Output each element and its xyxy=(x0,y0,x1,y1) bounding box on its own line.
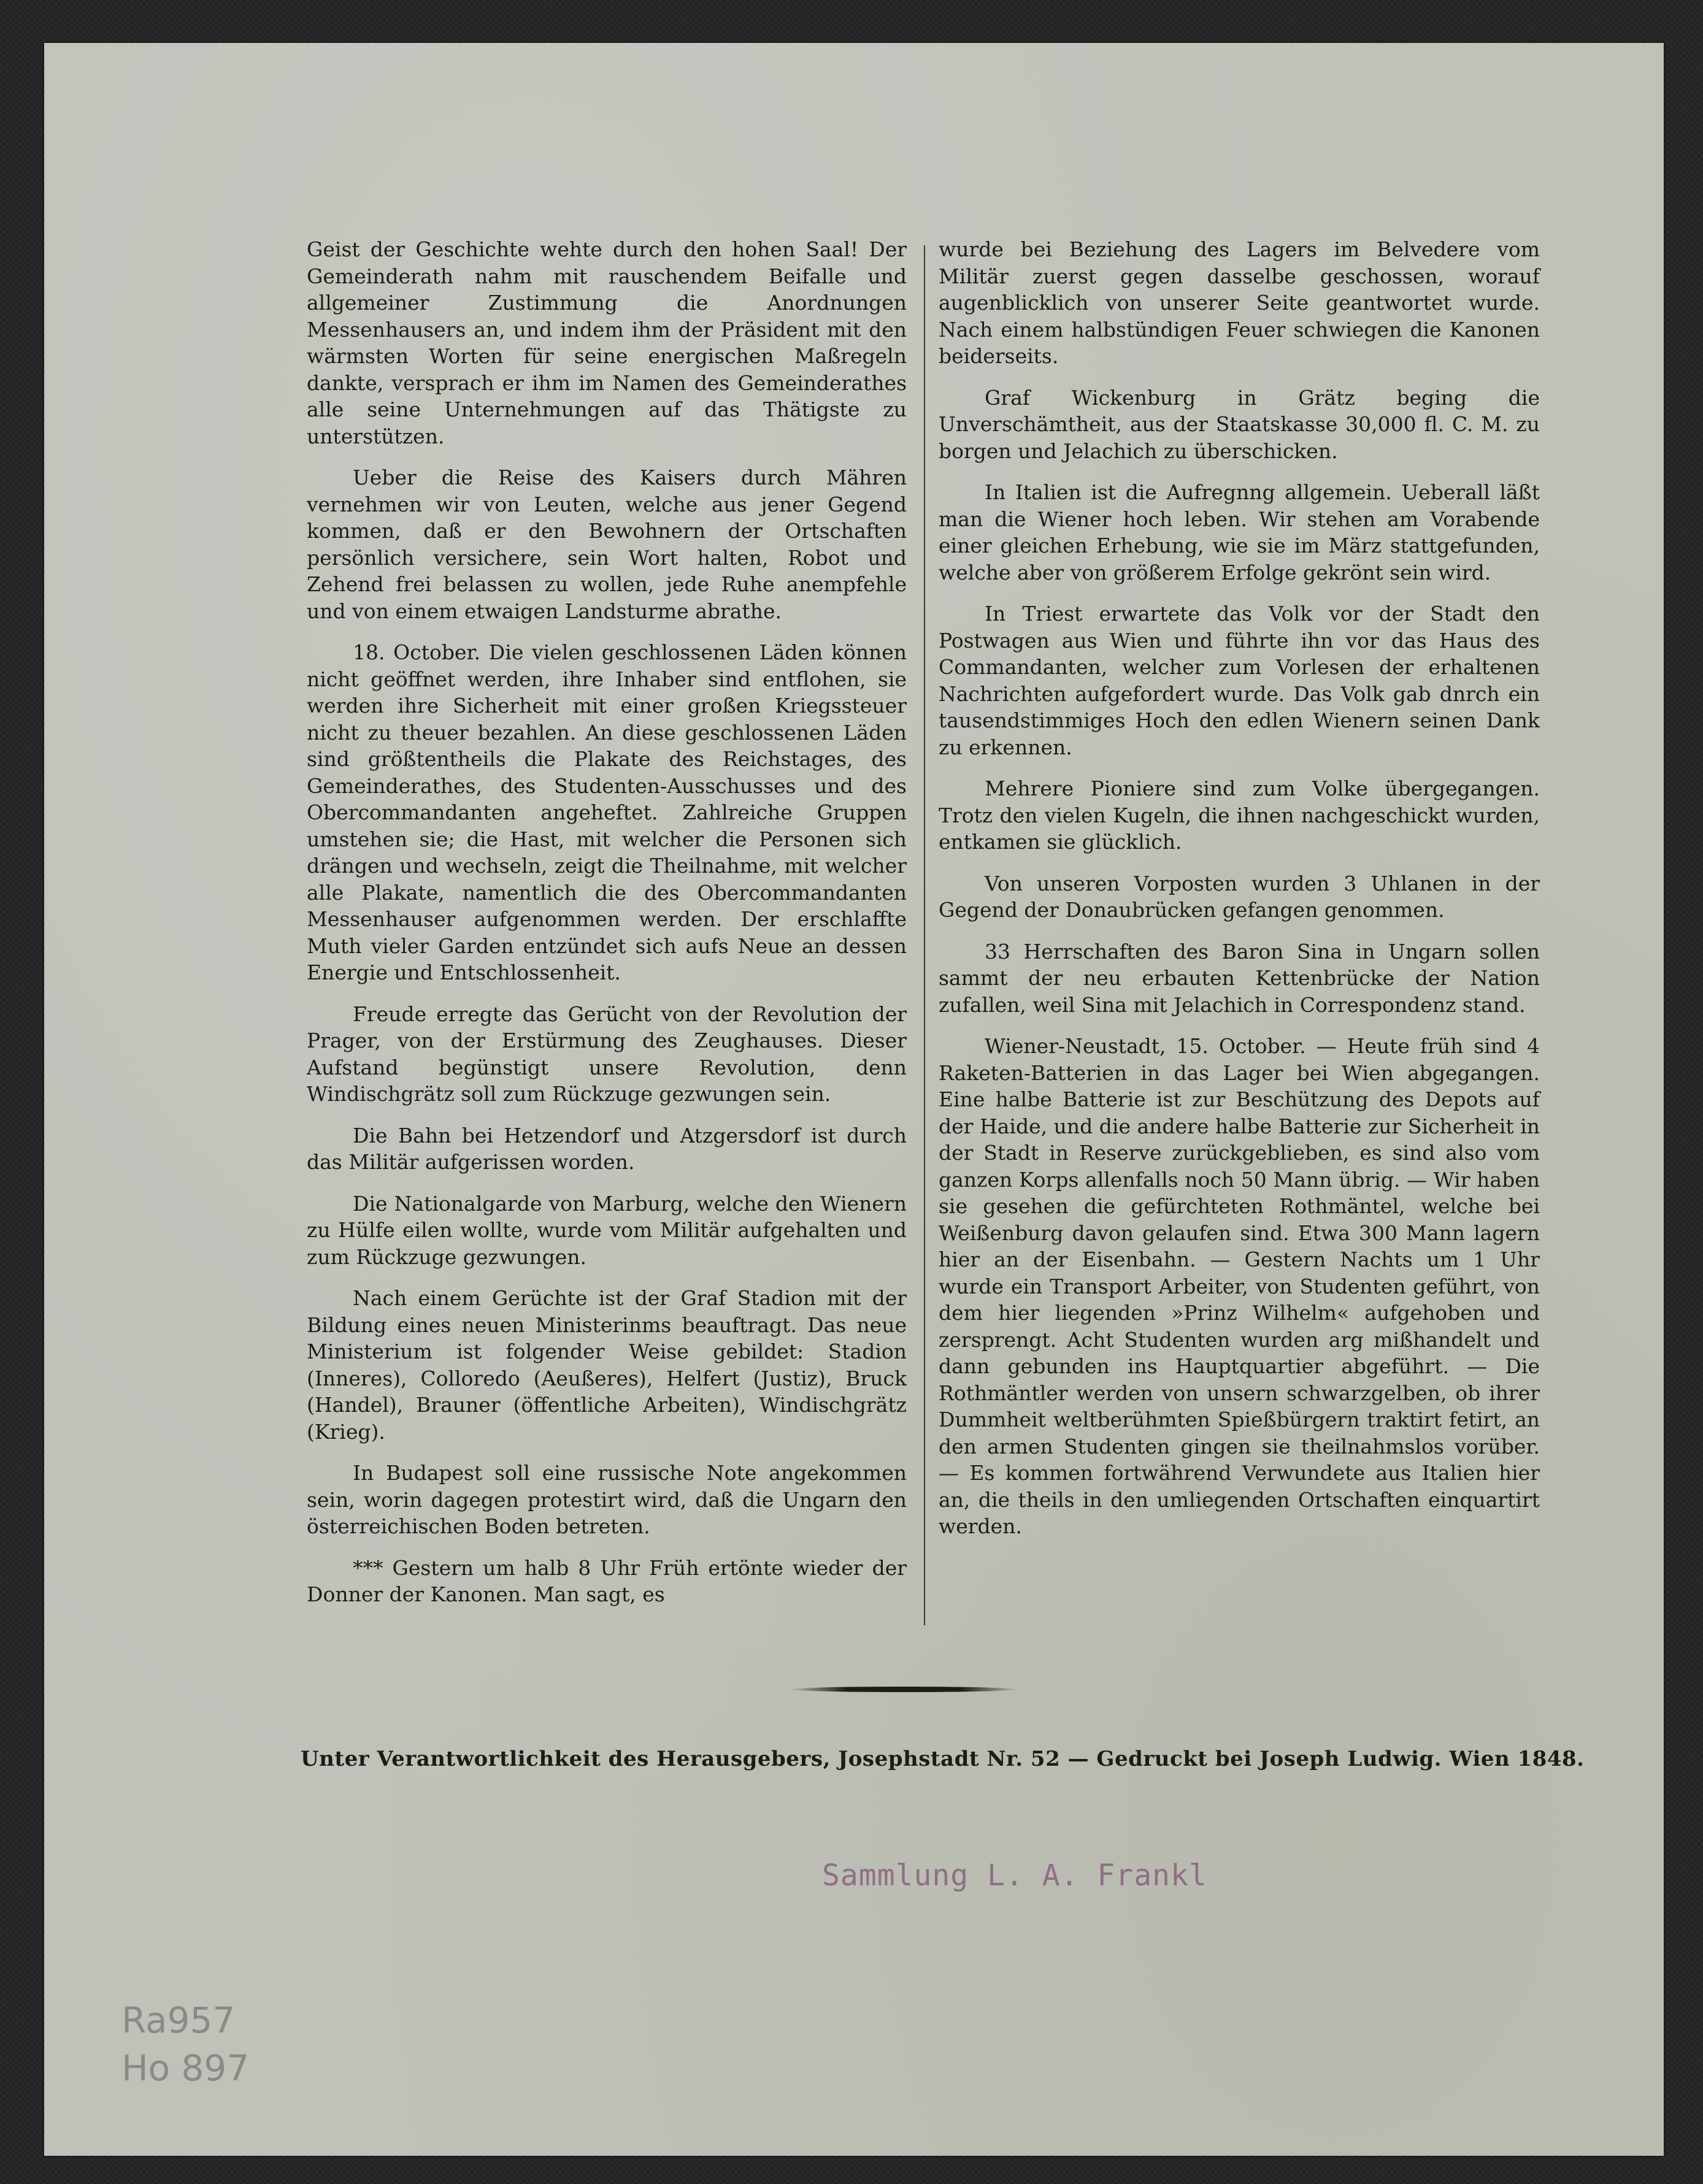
paragraph: Mehrere Pioniere sind zum Volke übergegangen. Trotz den vielen Kugeln, die ihnen nachgeschickt wurden, entkamen sie glücklich. xyxy=(939,776,1540,854)
paragraph: Nach einem Gerüchte ist der Graf Stadion mit der Bildung eines neuen Ministerinms beauftragt. Das neue Ministerium ist folgender Weise gebildet: Stadion (Inneres), Colloredo (Aeußeres), Helfert (Justiz), Bruck (Handel), Brauner (öffentliche Arbeiten), Windischgrätz (Krieg). xyxy=(307,1286,907,1444)
paragraph: In Triest erwartete das Volk vor der Stadt den Postwagen aus Wien und führte ihn vor das Haus des Commandanten, welcher zum Vorlesen der erhaltenen Nachrichten aufgefordert wurde. Das Volk gab dnrch ein tausendstimmiges Hoch den edlen Wienern seinen Dank zu erkennen. xyxy=(939,602,1540,759)
right-column xyxy=(939,236,1540,1555)
paragraph: In Italien ist die Aufregnng allgemein. Ueberall läßt man die Wiener hoch leben. Wir stehen am Vorabende einer gleichen Erhebung, wie sie im März stattgefunden, welche aber von größerem Erfolge gekrönt sein wird. xyxy=(939,480,1540,584)
paragraph: Graf Wickenburg in Grätz beging die Unverschämtheit, aus der Staatskasse 30,000 fl. C. M. zu borgen und Jelachich zu überschicken. xyxy=(939,385,1540,463)
paragraph: Geist der Geschichte wehte durch den hohen Saal! Der Gemeinderath nahm mit rauschendem Beifalle und allgemeiner Zustimmung die Anordnungen Messenhausers an, und indem ihm der Präsident mit den wärmsten Worten für seine energischen Maßregeln dankte, versprach er ihm im Namen des Gemeinderathes alle seine Unternehmungen auf das Thätigste zu unterstützen. xyxy=(307,237,907,448)
paragraph: In Budapest soll eine russische Note angekommen sein, worin dagegen protestirt wird, daß die Ungarn den österreichischen Boden betreten. xyxy=(307,1461,907,1538)
collection-stamp: Sammlung L. A. Frankl xyxy=(822,1858,1207,1893)
section-rule xyxy=(790,1687,1017,1692)
paragraph: Ueber die Reise des Kaisers durch Mähren vernehmen wir von Leuten, welche aus jener Gegend kommen, daß er den Bewohnern der Ortschaften persönlich versichere, sein Wort halten, Robot und Zehend frei belassen zu wollen, jede Ruhe anempfehle und von einem etwaigen Landsturme abrathe. xyxy=(307,466,907,623)
paragraph: Die Nationalgarde von Marburg, welche den Wienern zu Hülfe eilen wollte, wurde vom Militär aufgehalten und zum Rückzuge gezwungen. xyxy=(307,1191,907,1269)
paragraph: 33 Herrschaften des Baron Sina in Ungarn sollen sammt der neu erbauten Kettenbrücke der Nation zufallen, weil Sina mit Jelachich in Correspondenz stand. xyxy=(939,939,1540,1017)
paragraph: Von unseren Vorposten wurden 3 Uhlanen in der Gegend der Donaubrücken gefangen genommen. xyxy=(939,871,1540,922)
column-divider xyxy=(924,245,925,1625)
paragraph: *** Gestern um halb 8 Uhr Früh ertönte wieder der Donner der Kanonen. Man sagt, es xyxy=(307,1555,907,1606)
paragraph: wurde bei Beziehung des Lagers im Belvedere vom Militär zuerst gegen dasselbe geschossen, worauf augenblicklich von unserer Seite geantwortet wurde. Nach einem halbstündigen Feuer schwiegen die Kanonen beiderseits. xyxy=(939,237,1540,368)
paragraph: Die Bahn bei Hetzendorf und Atzgersdorf ist durch das Militär aufgerissen worden. xyxy=(307,1123,907,1174)
left-column xyxy=(307,236,907,1623)
paragraph: Freude erregte das Gerücht von der Revolution der Prager, von der Erstürmung des Zeughauses. Dieser Aufstand begünstigt unsere Revolution, denn Windischgrätz soll zum Rückzuge gezwungen sein. xyxy=(307,1002,907,1106)
pencil-note: Ho 897 xyxy=(121,2047,250,2089)
imprint-footer: Unter Verantwortlichkeit des Herausgebers, Josephstadt Nr. 52 — Gedruckt bei Joseph Ludwig. Wien 1848. xyxy=(301,1747,1585,1771)
paragraph: Wiener-Neustadt, 15. October. — Heute früh sind 4 Raketen-Batterien in das Lager bei Wien abgegangen. Eine halbe Batterie ist zur Beschützung des Depots auf der Haide, und die andere halbe Batterie zur Sicherheit in der Stadt in Reserve zurückgeblieben, es sind also vom ganzen Korps allenfalls noch 50 Mann übrig. — Wir haben sie gesehen die gefürchteten Rothmäntel, welche bei Weißenburg davon gelaufen sind. Etwa 300 Mann lagern hier an der Eisenbahn. — Gestern Nachts um 1 Uhr wurde ein Transport Arbeiter, von Studenten geführt, von dem hier liegenden »Prinz Wilhelm« aufgehoben und zersprengt. Acht Studenten wurden arg mißhandelt und dann gebunden ins Hauptquartier abgeführt. — Die Rothmäntler werden von unsern schwarzgelben, ob ihrer Dummheit weltberühmten Spießbürgern traktirt fetirt, an den armen Studenten gingen sie theilnahmslos vorüber. — Es kommen fortwährend Verwundete aus Italien hier an, die theils in den umliegenden Ortschaften einquartirt werden. xyxy=(939,1034,1540,1538)
pencil-note: Ra957 xyxy=(121,1999,236,2041)
paragraph: 18. October. Die vielen geschlossenen Läden können nicht geöffnet werden, ihre Inhaber sind entflohen, sie werden ihre Sicherheit mit einer großen Kriegssteuer nicht zu theuer bezahlen. An diese geschlossenen Läden sind größtentheils die Plakate des Reichstages, des Gemeinderathes, des Studenten-Ausschusses und des Obercommandanten angeheftet. Zahlreiche Gruppen umstehen sie; die Hast, mit welcher die Personen sich drängen und wechseln, zeigt die Theilnahme, mit welcher alle Plakate, namentlich die des Obercommandanten Messenhauser aufgenommen werden. Der erschlaffte Muth vieler Garden entzündet sich aufs Neue an dessen Energie und Entschlossenheit. xyxy=(307,640,907,984)
